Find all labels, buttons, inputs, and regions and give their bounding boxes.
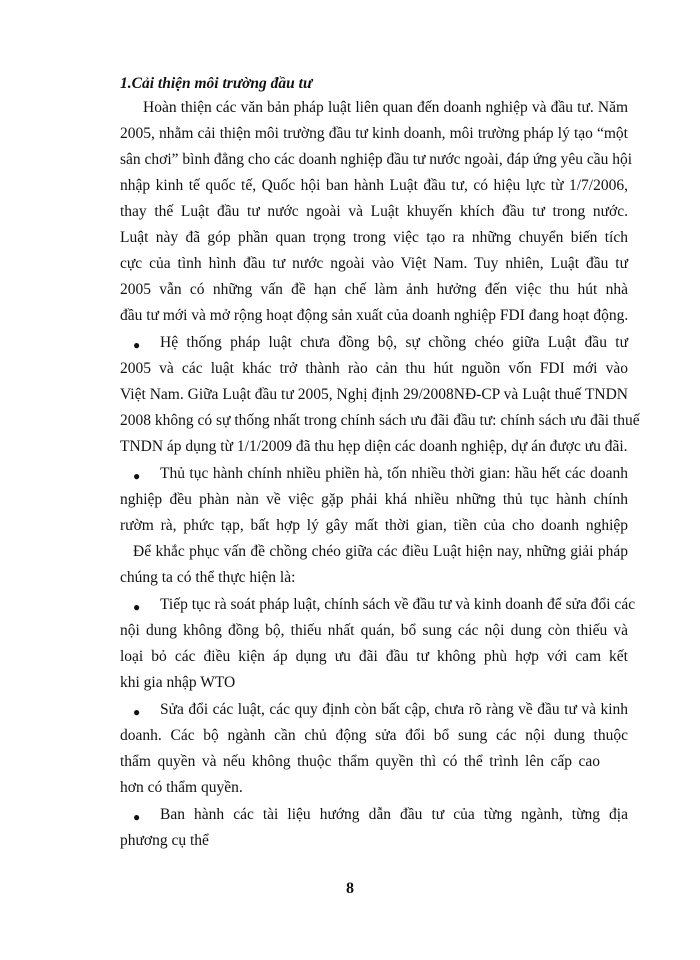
bullet-line: Thủ tục hành chính nhiều phiền hà, tốn nhiều thời gian: hầu hết các doanh xyxy=(160,465,628,482)
paragraph-line: Để khắc phục vấn đề chồng chéo giữa các điều Luật hiện nay, những giải pháp xyxy=(133,543,628,560)
bullet-marker: ● xyxy=(133,469,141,483)
paragraph-line: nhập kinh tế quốc tế, Quốc hội ban hành Luật đầu tư, có hiệu lực từ 1/7/2006, xyxy=(120,177,628,194)
bullet-line: 2008 không có sự thống nhất trong chính sách ưu đãi đầu tư: chính sách ưu đãi thuế xyxy=(120,412,640,429)
paragraph-line: sân chơi” bình đẳng cho các doanh nghiệp đầu tư nước ngoài, đáp ứng yêu cầu hội xyxy=(120,151,633,168)
bullet-line: khi gia nhập WTO xyxy=(120,674,236,691)
bullet-line: hơn có thẩm quyền. xyxy=(120,779,243,796)
paragraph-line: Hoàn thiện các văn bản pháp luật liên quan đến doanh nghiệp và đầu tư. Năm xyxy=(143,99,628,116)
bullet-line: phương cụ thể xyxy=(120,832,209,849)
bullet-marker: ● xyxy=(133,810,141,824)
section-heading: 1.Cải thiện môi trường đầu tư xyxy=(120,75,313,92)
bullet-marker: ● xyxy=(133,338,141,352)
bullet-marker: ● xyxy=(133,600,141,614)
bullet-marker: ● xyxy=(133,705,141,719)
page-number: 8 xyxy=(346,880,354,897)
bullet-line: rườm rà, phức tạp, bất hợp lý gây mất thời gian, tiền của cho doanh nghiệp xyxy=(120,517,628,534)
paragraph-line: cực của tình hình đầu tư nước ngoài vào Việt Nam. Tuy nhiên, Luật đầu tư xyxy=(120,255,628,272)
paragraph-line: thay thế Luật đầu tư nước ngoài và Luật khuyến khích đầu tư trong nước. xyxy=(120,203,628,220)
bullet-line: nghiệp đều phàn nàn về việc gặp phải khá nhiều những thủ tục hành chính xyxy=(120,491,628,508)
bullet-line: loại bỏ các điều kiện áp dụng ưu đãi đầu tư không phù hợp với cam kết xyxy=(120,648,628,665)
paragraph-line: Luật này đã góp phần quan trọng trong việc tạo ra những chuyển biến tích xyxy=(120,229,628,246)
paragraph-line: 2005 vẫn có những vấn đề hạn chế làm ảnh hưởng đến việc thu hút nhà xyxy=(120,281,628,298)
paragraph-line: 2005, nhằm cải thiện môi trường đầu tư kinh doanh, môi trường pháp lý tạo “một xyxy=(120,125,628,142)
bullet-line: Việt Nam. Giữa Luật đầu tư 2005, Nghị định 29/2008NĐ-CP và Luật thuế TNDN xyxy=(120,386,628,403)
bullet-line: Sửa đổi các luật, các quy định còn bất cập, chưa rõ ràng về đầu tư và kinh xyxy=(160,701,628,718)
bullet-line: Ban hành các tài liệu hướng dẫn đầu tư của từng ngành, từng địa xyxy=(160,806,628,823)
paragraph-line: đầu tư mới và mở rộng hoạt động sản xuất của doanh nghiệp FDI đang hoạt động. xyxy=(120,307,629,324)
bullet-line: doanh. Các bộ ngành cần chủ động sửa đổi bổ sung các nội dung thuộc xyxy=(120,727,628,744)
paragraph-line: chúng ta có thể thực hiện là: xyxy=(120,569,296,586)
bullet-line: thẩm quyền và nếu không thuộc thẩm quyền thì có thể trình lên cấp cao xyxy=(120,753,600,770)
bullet-line: 2005 và các luật khác trở thành rào cản thu hút nguồn vốn FDI mới vào xyxy=(120,360,628,377)
bullet-line: Hệ thống pháp luật chưa đồng bộ, sự chồng chéo giữa Luật đầu tư xyxy=(160,334,628,351)
bullet-line: TNDN áp dụng từ 1/1/2009 đã thu hẹp diện các doanh nghiệp, dự án được ưu đãi. xyxy=(120,438,628,455)
bullet-line: Tiếp tục rà soát pháp luật, chính sách về đầu tư và kinh doanh để sửa đổi các xyxy=(160,596,636,613)
bullet-line: nội dung không đồng bộ, thiếu nhất quán, bổ sung các nội dung còn thiếu và xyxy=(120,622,628,639)
